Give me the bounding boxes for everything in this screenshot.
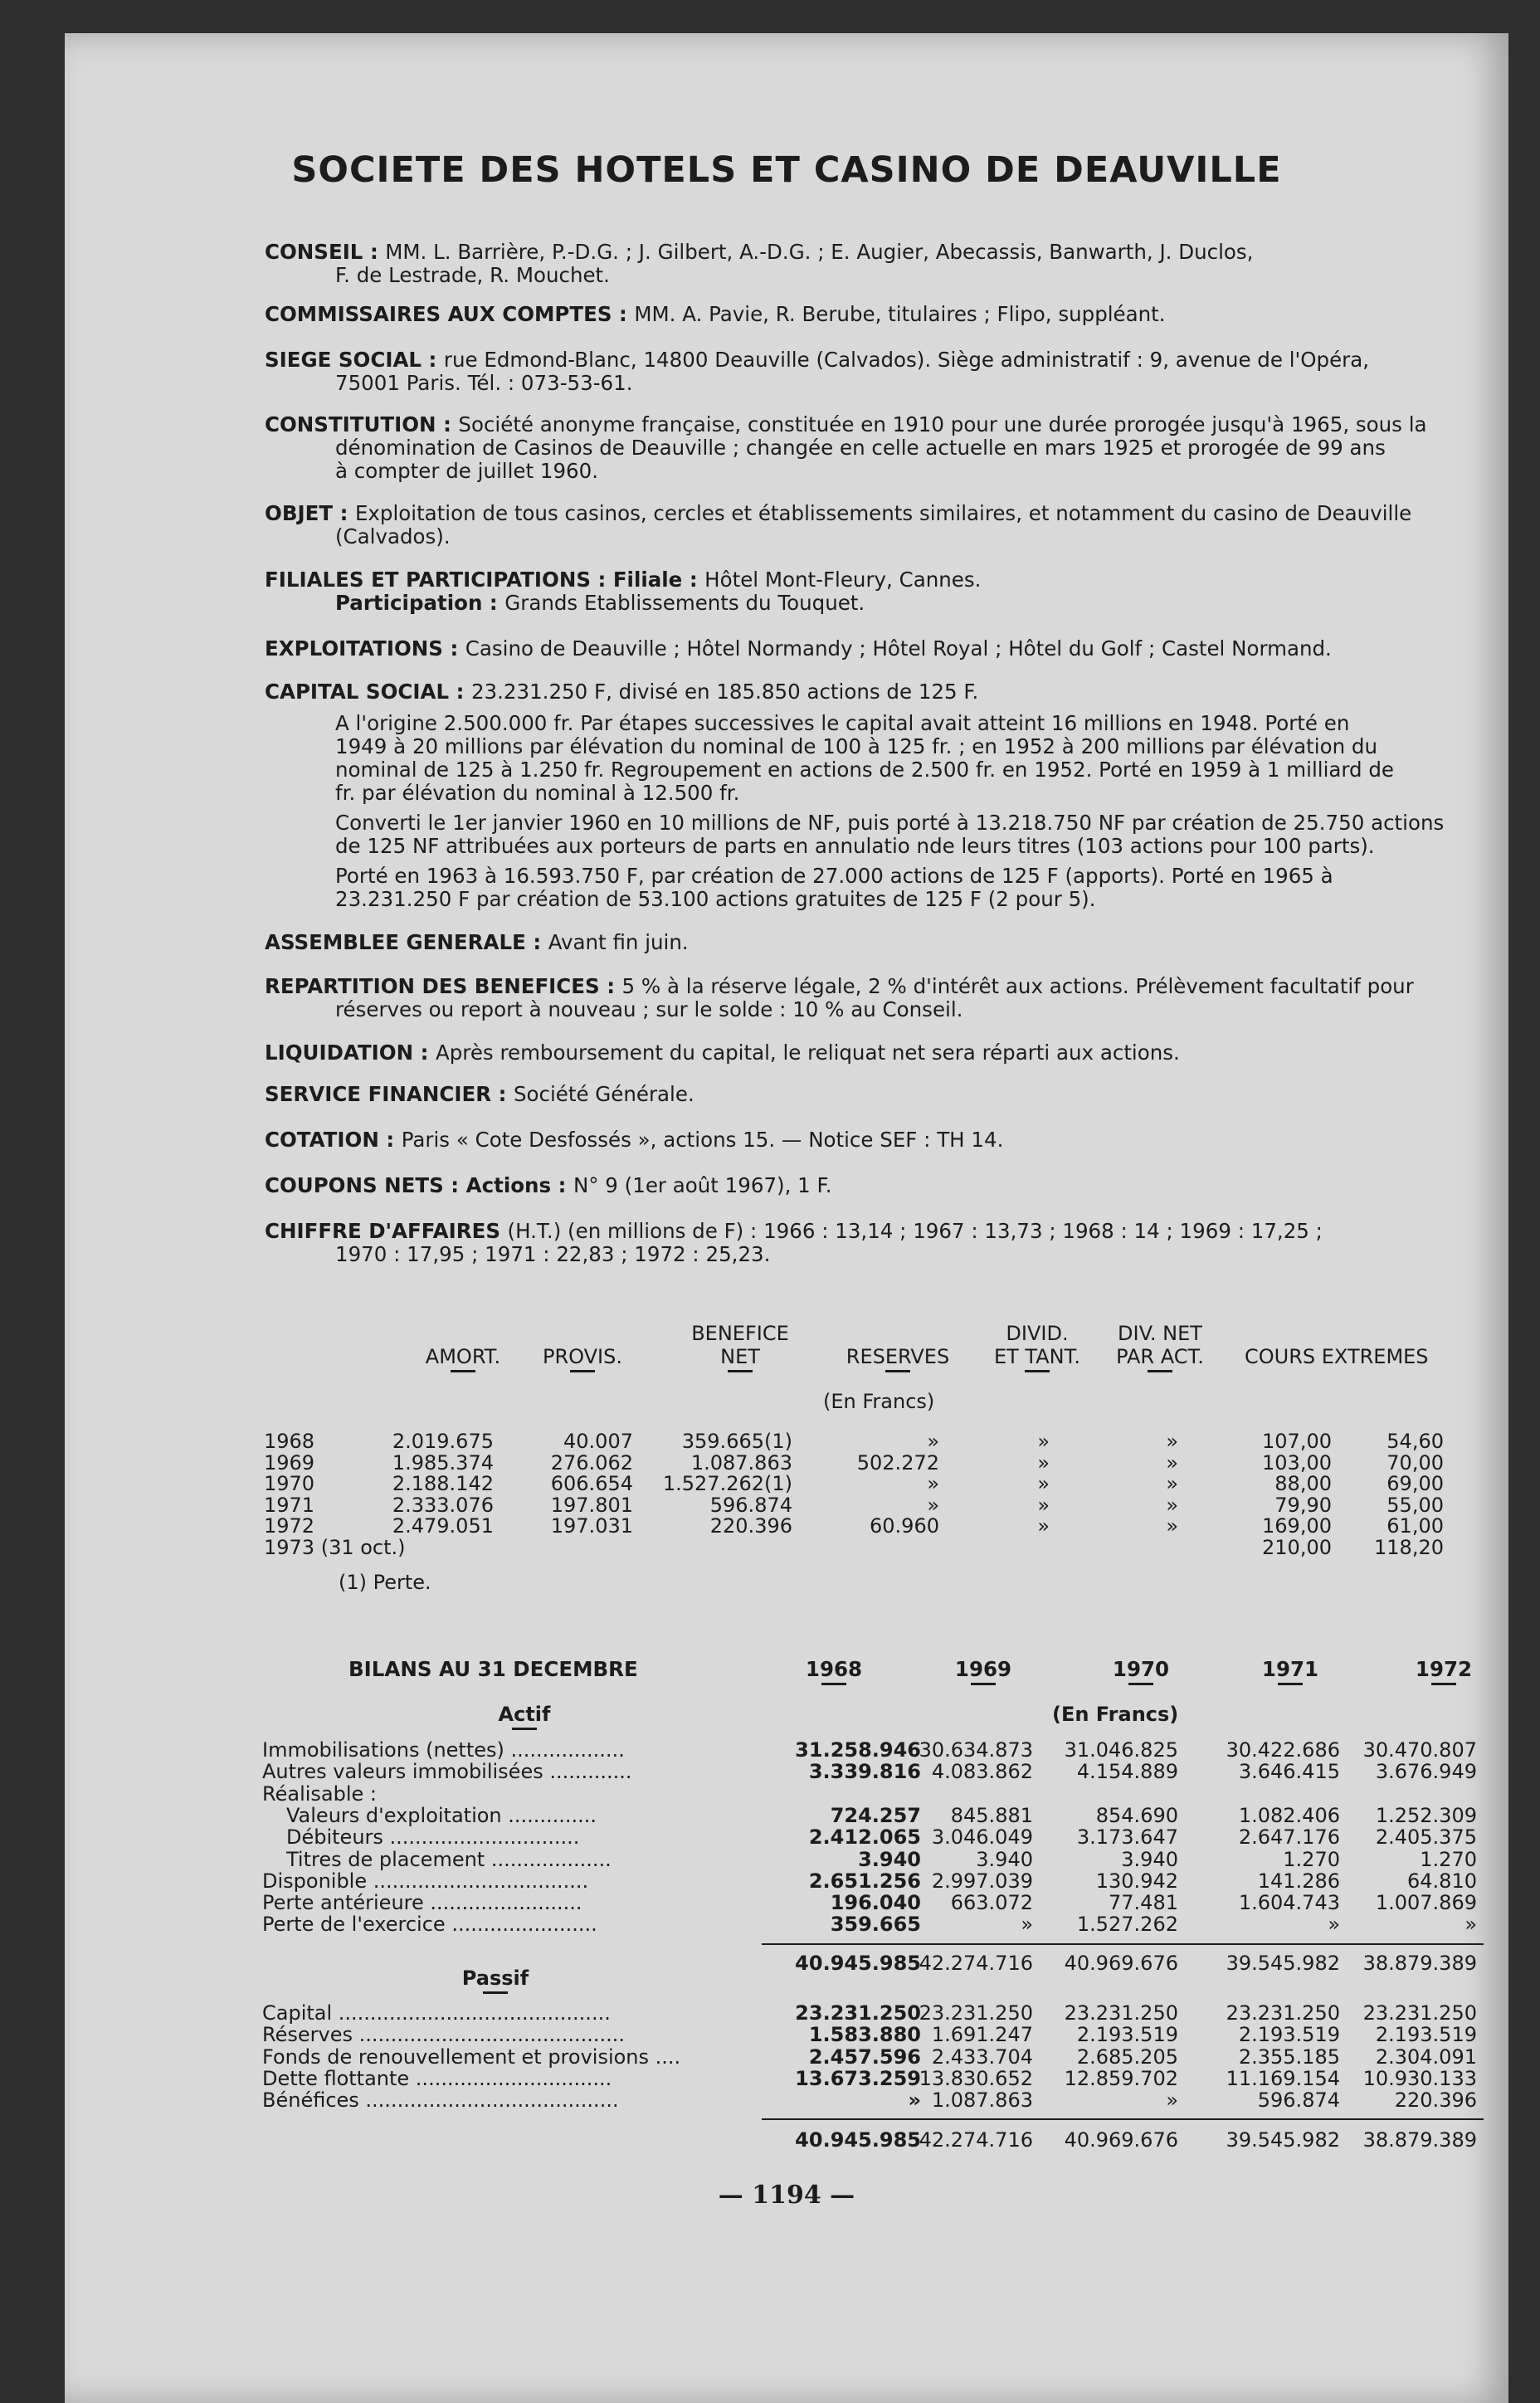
- results-column-header: PROVIS.: [524, 1345, 641, 1372]
- results-cell: »: [1037, 1430, 1050, 1453]
- info-paragraph: [265, 975, 1530, 1021]
- balance-total-cell: 38.879.389: [1362, 2128, 1477, 2152]
- balance-cell: 130.942: [1095, 1869, 1178, 1893]
- results-cell: 2.333.076: [392, 1493, 494, 1517]
- paragraph-text: rue Edmond-Blanc, 14800 Deauville (Calvados). Siège administratif : 9, avenue de l'Opéra,: [443, 348, 1370, 372]
- paragraph-continuation: réserves ou report à nouveau ; sur le solde : 10 % au Conseil.: [335, 997, 963, 1021]
- paragraph-text: 23.231.250 F, divisé en 185.850 actions de 125 F.: [470, 680, 979, 704]
- paragraph-label: OBJET :: [265, 501, 355, 525]
- balance-cell: 4.083.862: [931, 1760, 1033, 1784]
- balance-cell: 1.007.869: [1375, 1891, 1477, 1915]
- header-dash: [1431, 1683, 1456, 1685]
- info-paragraph: [265, 680, 1530, 704]
- info-paragraph: [265, 1083, 1530, 1106]
- balance-row-label: Disponible ..................................: [262, 1869, 589, 1893]
- paragraph-text: MM. L. Barrière, P.-D.G. ; J. Gilbert, A.-D.G. ; E. Augier, Abecassis, Banwarth, J. Duclos,: [385, 240, 1254, 264]
- results-cell: 55,00: [1386, 1493, 1444, 1517]
- balance-year-header: 1971: [1240, 1657, 1340, 1685]
- results-cell: »: [1166, 1493, 1178, 1517]
- balance-cell: »: [908, 2089, 921, 2113]
- balance-cell: 10.930.133: [1362, 2066, 1477, 2090]
- balance-cell: 845.881: [950, 1803, 1033, 1827]
- results-cell: 210,00: [1262, 1535, 1332, 1559]
- paragraph-label: CONSTITUTION :: [265, 412, 459, 436]
- page-number: — 1194 —: [718, 2181, 855, 2210]
- balance-total-cell: 42.274.716: [919, 2128, 1033, 2152]
- results-cell: 107,00: [1262, 1430, 1332, 1453]
- results-cell: 2.188.142: [392, 1472, 494, 1495]
- header-dash: [512, 1728, 537, 1730]
- results-cell: »: [1166, 1450, 1178, 1474]
- results-cell: 502.272: [856, 1450, 939, 1474]
- paragraph-text: 5 % à la réserve légale, 2 % d'intérêt aux actions. Prélèvement facultatif pour: [621, 974, 1414, 998]
- paragraph-subtext: Grands Etablissements du Touquet.: [504, 591, 865, 615]
- balance-total-cell: 40.945.985: [795, 1952, 921, 1975]
- balance-cell: 23.231.250: [1362, 2001, 1477, 2025]
- results-year: 1971: [264, 1493, 315, 1517]
- balance-row-label: Capital ...........................................: [262, 2001, 611, 2025]
- info-paragraph: [265, 1220, 1530, 1266]
- results-cell: 1.527.262(1): [662, 1472, 792, 1495]
- results-cell: 88,00: [1274, 1472, 1332, 1495]
- info-paragraph: [265, 413, 1530, 483]
- results-cell: 54,60: [1386, 1430, 1444, 1453]
- balance-cell: 30.422.686: [1226, 1738, 1340, 1762]
- balance-row-label: Autres valeurs immobilisées .............: [262, 1760, 632, 1784]
- balance-cell: 2.193.519: [1238, 2023, 1340, 2047]
- capital-history: [265, 712, 1530, 911]
- paragraph-continuation: F. de Lestrade, R. Mouchet.: [335, 263, 610, 287]
- results-cell: 60.960: [870, 1514, 939, 1538]
- paragraph-continuation: dénomination de Casinos de Deauville ; changée en celle actuelle en mars 1925 et prorogée de 99 ans: [335, 436, 1386, 460]
- balance-row-label: Bénéfices ........................................: [262, 2089, 619, 2113]
- balance-total-cell: 38.879.389: [1362, 1952, 1477, 1975]
- paragraph-label: CAPITAL SOCIAL :: [265, 680, 471, 704]
- balance-cell: 2.997.039: [931, 1869, 1033, 1893]
- results-year: 1970: [264, 1472, 315, 1495]
- balance-cell: 596.874: [1257, 2089, 1340, 2113]
- info-paragraph: [265, 349, 1530, 395]
- balance-cell: 1.691.247: [931, 2023, 1033, 2047]
- balance-cell: 1.082.406: [1238, 1803, 1340, 1827]
- results-cell: 70,00: [1386, 1450, 1444, 1474]
- balance-cell: 12.859.702: [1064, 2066, 1178, 2090]
- header-dash: [971, 1683, 996, 1685]
- results-cell: »: [1166, 1430, 1178, 1453]
- balance-row-label: Immobilisations (nettes) ..................: [262, 1738, 625, 1762]
- balance-cell: 2.193.519: [1076, 2023, 1178, 2047]
- passif-label: Passif: [458, 1967, 533, 1994]
- balance-cell: 64.810: [1407, 1869, 1477, 1893]
- company-title: SOCIETE DES HOTELS ET CASINO DE DEAUVILLE: [291, 149, 1282, 191]
- results-cell: 61,00: [1386, 1514, 1444, 1538]
- results-cell: »: [927, 1472, 939, 1495]
- results-column-header: DIV. NET PAR ACT.: [1098, 1322, 1222, 1372]
- balance-cell: 663.072: [950, 1891, 1033, 1915]
- header-dash: [821, 1683, 846, 1685]
- info-paragraph: [265, 637, 1530, 660]
- balance-cell: 854.690: [1095, 1803, 1178, 1827]
- paragraph-label: CHIFFRE D'AFFAIRES: [265, 1219, 508, 1243]
- paragraph-text: Société Générale.: [513, 1082, 694, 1106]
- balance-total-cell: 40.969.676: [1064, 1952, 1178, 1975]
- results-cell: 69,00: [1386, 1472, 1444, 1495]
- results-cell: 359.665(1): [681, 1430, 792, 1453]
- results-cell: »: [1166, 1472, 1178, 1495]
- info-paragraph: [265, 241, 1530, 287]
- info-paragraph: [265, 568, 1530, 615]
- balance-cell: 77.481: [1109, 1891, 1178, 1915]
- balance-cell: 1.087.863: [931, 2089, 1033, 2113]
- header-dash: [728, 1370, 753, 1372]
- actif-label: Actif: [491, 1703, 558, 1730]
- paragraph-text: Avant fin juin.: [548, 930, 689, 954]
- header-dash: [451, 1370, 475, 1372]
- balance-row-label: Perte antérieure ........................: [262, 1891, 582, 1915]
- paragraph-text: MM. A. Pavie, R. Berube, titulaires ; Flipo, suppléant.: [634, 302, 1166, 326]
- balance-cell: 13.830.652: [919, 2066, 1033, 2090]
- paragraph-text: Exploitation de tous casinos, cercles et établissements similaires, et notamment du casino de Deauville: [354, 501, 1412, 525]
- balance-cell: 30.470.807: [1362, 1738, 1477, 1762]
- balance-total-cell: 40.945.985: [795, 2128, 921, 2152]
- header-dash: [1278, 1683, 1303, 1685]
- balance-cell: 3.940: [1121, 1847, 1178, 1871]
- info-paragraph: [265, 1128, 1530, 1152]
- balance-cell: 13.673.259: [795, 2066, 921, 2090]
- paragraph-label: CONSEIL :: [265, 240, 386, 264]
- balance-cell: 1.527.262: [1076, 1913, 1178, 1937]
- results-cell: »: [1037, 1514, 1050, 1538]
- capital-history-line: fr. par élévation du nominal à 12.500 fr.: [335, 781, 740, 805]
- balance-cell: 2.193.519: [1375, 2023, 1477, 2047]
- results-year: 1969: [264, 1450, 315, 1474]
- balance-unit: (En Francs): [1052, 1703, 1179, 1726]
- balance-cell: 23.231.250: [919, 2001, 1033, 2025]
- balance-year-header: 1970: [1091, 1657, 1191, 1685]
- paragraph-sublabel: Participation :: [335, 591, 505, 615]
- results-cell: »: [1037, 1493, 1050, 1517]
- header-dash: [570, 1370, 595, 1372]
- total-rule: [762, 1943, 1484, 1945]
- balance-row-label: Perte de l'exercice .......................: [262, 1913, 597, 1937]
- results-cell: »: [1037, 1450, 1050, 1474]
- results-cell: 596.874: [709, 1493, 792, 1517]
- paragraph-label: FILIALES ET PARTICIPATIONS : Filiale :: [265, 568, 705, 592]
- balance-row-label: Débiteurs ..............................: [286, 1825, 580, 1850]
- header-dash: [483, 1991, 508, 1994]
- balance-row-label: Titres de placement ...................: [286, 1847, 612, 1871]
- balance-cell: 220.396: [1394, 2089, 1477, 2113]
- balance-cell: 3.646.415: [1238, 1760, 1340, 1784]
- balance-total-cell: 42.274.716: [919, 1952, 1033, 1975]
- balance-row-label: Dette flottante ...............................: [262, 2066, 612, 2090]
- info-paragraph: [265, 303, 1530, 326]
- results-cell: 2.479.051: [392, 1514, 494, 1538]
- paragraph-text: Hôtel Mont-Fleury, Cannes.: [704, 568, 982, 592]
- balance-cell: 2.355.185: [1238, 2045, 1340, 2069]
- header-dash: [1025, 1370, 1050, 1372]
- paragraph-text: N° 9 (1er août 1967), 1 F.: [573, 1173, 832, 1197]
- results-cell: »: [927, 1493, 939, 1517]
- info-paragraph: [265, 502, 1530, 548]
- paragraph-label: SIEGE SOCIAL :: [265, 348, 444, 372]
- results-cell: 276.062: [550, 1450, 633, 1474]
- capital-history-line: Porté en 1963 à 16.593.750 F, par création de 27.000 actions de 125 F (apports). Porté en 1965 à: [335, 864, 1333, 888]
- paragraph-text: Société anonyme française, constituée en 1910 pour une durée prorogée jusqu'à 1965, sous la: [458, 412, 1427, 436]
- balance-total-cell: 40.969.676: [1064, 2128, 1178, 2152]
- balance-cell: 23.231.250: [1226, 2001, 1340, 2025]
- paragraph-label: REPARTITION DES BENEFICES :: [265, 974, 622, 998]
- balance-title: BILANS AU 31 DECEMBRE: [348, 1657, 638, 1681]
- balance-cell: 2.457.596: [808, 2045, 921, 2069]
- balance-cell: 2.304.091: [1375, 2045, 1477, 2069]
- balance-cell: 11.169.154: [1226, 2066, 1340, 2090]
- paragraph-continuation: (Calvados).: [335, 524, 451, 548]
- balance-cell: 1.252.309: [1375, 1803, 1477, 1827]
- paragraph-label: SERVICE FINANCIER :: [265, 1082, 514, 1106]
- balance-cell: 1.604.743: [1238, 1891, 1340, 1915]
- capital-history-line: nominal de 125 à 1.250 fr. Regroupement en actions de 2.500 fr. en 1952. Porté en 1959 à 1 milliard de: [335, 758, 1395, 782]
- paragraph-label: COTATION :: [265, 1128, 402, 1152]
- capital-history-line: Converti le 1er janvier 1960 en 10 millions de NF, puis porté à 13.218.750 NF par création de 25.750 actions: [335, 811, 1445, 835]
- info-paragraph: [265, 931, 1530, 954]
- results-footnote: (1) Perte.: [339, 1571, 431, 1594]
- results-cell: 103,00: [1262, 1450, 1332, 1474]
- results-cell: »: [1166, 1514, 1178, 1538]
- paragraph-label: LIQUIDATION :: [265, 1041, 436, 1065]
- balance-cell: 23.231.250: [795, 2001, 921, 2025]
- results-unit: (En Francs): [823, 1390, 935, 1413]
- paragraph-text: Casino de Deauville ; Hôtel Normandy ; Hôtel Royal ; Hôtel du Golf ; Castel Normand.: [465, 636, 1332, 660]
- balance-cell: 3.339.816: [808, 1760, 921, 1784]
- results-column-header: AMORT.: [397, 1345, 529, 1372]
- balance-cell: 2.647.176: [1238, 1825, 1340, 1850]
- header-dash: [885, 1370, 910, 1372]
- balance-year-header: 1969: [933, 1657, 1033, 1685]
- paragraph-text: Après remboursement du capital, le reliquat net sera réparti aux actions.: [435, 1041, 1180, 1065]
- paragraph-label: COMMISSAIRES AUX COMPTES :: [265, 302, 635, 326]
- capital-history-line: 1949 à 20 millions par élévation du nominal de 100 à 125 fr. ; en 1952 à 200 millions par élévation du: [335, 734, 1377, 758]
- balance-cell: 3.676.949: [1375, 1760, 1477, 1784]
- results-column-header: DIVID. ET TANT.: [975, 1322, 1099, 1372]
- results-cell: 197.801: [550, 1493, 633, 1517]
- balance-cell: »: [1166, 2089, 1178, 2113]
- balance-cell: 1.270: [1283, 1847, 1340, 1871]
- results-year: 1972: [264, 1514, 315, 1538]
- balance-cell: 724.257: [830, 1803, 921, 1827]
- header-dash: [1128, 1683, 1153, 1685]
- paragraph-continuation: 1970 : 17,95 ; 1971 : 22,83 ; 1972 : 25,23.: [335, 1242, 771, 1266]
- balance-cell: »: [1021, 1913, 1033, 1937]
- results-year: 1968: [264, 1430, 315, 1453]
- paragraph-continuation: 75001 Paris. Tél. : 073-53-61.: [335, 371, 633, 395]
- balance-cell: 3.173.647: [1076, 1825, 1178, 1850]
- balance-cell: 2.412.065: [808, 1825, 921, 1850]
- info-paragraph: [265, 1174, 1530, 1197]
- results-cell: 197.031: [550, 1514, 633, 1538]
- balance-cell: 3.046.049: [931, 1825, 1033, 1850]
- results-column-header: COURS EXTREMES: [1245, 1345, 1429, 1368]
- results-cell: 118,20: [1374, 1535, 1444, 1559]
- info-paragraph: [265, 1041, 1530, 1065]
- balance-cell: 2.685.205: [1076, 2045, 1178, 2069]
- balance-cell: 359.665: [830, 1913, 921, 1937]
- paragraph-continuation: [265, 592, 1530, 615]
- header-dash: [1148, 1370, 1172, 1372]
- results-column-header: RESERVES: [827, 1345, 968, 1372]
- total-rule: [762, 2118, 1484, 2120]
- balance-row-label: Valeurs d'exploitation ..............: [286, 1803, 597, 1827]
- results-cell: 1.087.863: [690, 1450, 792, 1474]
- balance-row-label: Fonds de renouvellement et provisions ....: [262, 2045, 681, 2069]
- balance-cell: 2.433.704: [931, 2045, 1033, 2069]
- paragraph-label: COUPONS NETS : Actions :: [265, 1173, 573, 1197]
- balance-cell: 2.651.256: [808, 1869, 921, 1893]
- capital-history-line: 23.231.250 F par création de 53.100 actions gratuites de 125 F (2 pour 5).: [335, 887, 1096, 911]
- balance-cell: 141.286: [1257, 1869, 1340, 1893]
- balance-row-label: Réserves ..........................................: [262, 2023, 626, 2047]
- results-cell: »: [1037, 1472, 1050, 1495]
- capital-history-line: de 125 NF attribuées aux porteurs de parts en annulatio nde leurs titres (103 actions pour 100 parts).: [335, 834, 1375, 858]
- results-cell: 79,90: [1274, 1493, 1332, 1517]
- results-cell: 220.396: [709, 1514, 792, 1538]
- results-cell: 1.985.374: [392, 1450, 494, 1474]
- balance-cell: 30.634.873: [919, 1738, 1033, 1762]
- balance-cell: 196.040: [830, 1891, 921, 1915]
- results-cell: 606.654: [550, 1472, 633, 1495]
- balance-cell: 3.940: [976, 1847, 1033, 1871]
- results-cell: 40.007: [563, 1430, 633, 1453]
- paragraph-label: ASSEMBLEE GENERALE :: [265, 930, 548, 954]
- results-cell: »: [927, 1430, 939, 1453]
- results-cell: 169,00: [1262, 1514, 1332, 1538]
- balance-cell: 3.940: [858, 1847, 921, 1871]
- results-cell: 2.019.675: [392, 1430, 494, 1453]
- balance-year-header: 1972: [1394, 1657, 1494, 1685]
- paragraph-text: Paris « Cote Desfossés », actions 15. — Notice SEF : TH 14.: [401, 1128, 1004, 1152]
- paragraph-text: (H.T.) (en millions de F) : 1966 : 13,14 ; 1967 : 13,73 ; 1968 : 14 ; 1969 : 17,25 ;: [507, 1219, 1323, 1243]
- balance-total-cell: 39.545.982: [1226, 1952, 1340, 1975]
- balance-cell: 31.258.946: [795, 1738, 921, 1762]
- balance-cell: 31.046.825: [1064, 1738, 1178, 1762]
- paragraph-continuation: à compter de juillet 1960.: [335, 459, 598, 483]
- document-page: [65, 33, 1508, 2403]
- paragraph-label: EXPLOITATIONS :: [265, 636, 465, 660]
- balance-year-header: 1968: [784, 1657, 884, 1685]
- balance-cell: 23.231.250: [1064, 2001, 1178, 2025]
- balance-cell: »: [1328, 1913, 1340, 1937]
- capital-history-line: A l'origine 2.500.000 fr. Par étapes successives le capital avait atteint 16 millions en 1948. Porté en: [335, 711, 1350, 735]
- balance-total-cell: 39.545.982: [1226, 2128, 1340, 2152]
- balance-cell: 4.154.889: [1076, 1760, 1178, 1784]
- balance-cell: 1.583.880: [808, 2023, 921, 2047]
- results-column-header: BENEFICE NET: [657, 1322, 823, 1372]
- balance-cell: 2.405.375: [1375, 1825, 1477, 1850]
- balance-row-label: Réalisable :: [262, 1782, 377, 1806]
- results-year: 1973 (31 oct.): [264, 1535, 406, 1559]
- balance-cell: »: [1464, 1913, 1477, 1937]
- balance-cell: 1.270: [1420, 1847, 1477, 1871]
